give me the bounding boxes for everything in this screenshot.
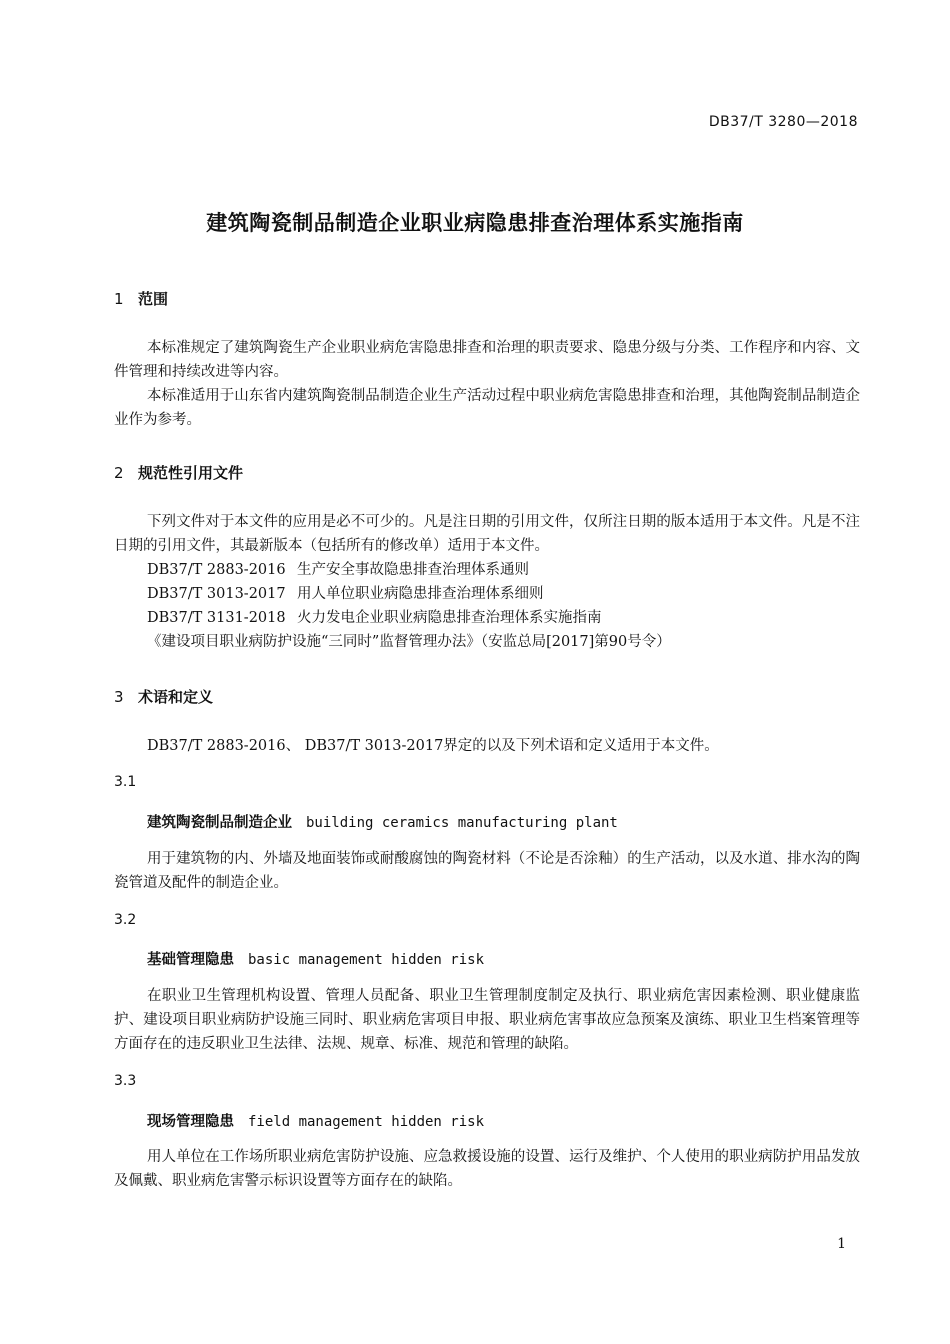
section-2-heading [114,462,243,483]
section-number: 1 [114,290,124,308]
section-title: 范围 [138,290,169,308]
term-definition: 用人单位在工作场所职业病危害防护设施、应急救援设施的设置、运行及维护、个人使用的职业病防护用品发放及佩戴、职业病危害警示标识设置等方面存在的缺陷。 [114,1149,860,1189]
section-1-heading [114,288,168,309]
page-number: 1 [837,1236,846,1252]
term-heading [147,1110,484,1131]
term-en: basic management hidden risk [248,952,485,968]
term-definition: 用于建筑物的内、外墙及地面装饰或耐酸腐蚀的陶瓷材料（不论是否涂釉）的生产活动，以及水道、排水沟的陶瓷管道及配件的制造企业。 [114,851,860,891]
section-number: 3 [114,688,124,706]
term-en: building ceramics manufacturing plant [306,815,618,831]
section-title: 术语和定义 [138,688,214,706]
term-en: field management hidden risk [248,1114,485,1130]
reference-item [147,582,544,606]
reference-item [147,558,529,582]
section-2-para-1: 下列文件对于本文件的应用是必不可少的。凡是注日期的引用文件，仅所注日期的版本适用于本文件。凡是不注日期的引用文件，其最新版本（包括所有的修改单）适用于本文件。 [114,514,860,554]
section-number: 2 [114,464,124,482]
document-title: 建筑陶瓷制品制造企业职业病隐患排查治理体系实施指南 [206,211,744,235]
term-heading [147,948,484,969]
section-3-para-1: DB37/T 2883-2016、 DB37/T 3013-2017界定的以及下列术语和定义适用于本文件。 [147,738,719,754]
reference-code: DB37/T 3013-2017 [147,586,286,602]
term-zh: 建筑陶瓷制品制造企业 [147,815,292,831]
term-number: 3.3 [114,1073,137,1089]
term-definition: 在职业卫生管理机构设置、管理人员配备、职业卫生管理制度制定及执行、职业病危害因素检测、职业健康监护、建设项目职业病防护设施三同时、职业病危害项目申报、职业病危害事故应急预案及演练、职业卫生档案管理等方面存在的违反职业卫生法律、法规、规章、标准、规范和管理的缺陷。 [114,988,860,1052]
term-zh: 基础管理隐患 [147,952,234,968]
reference-code: DB37/T 3131-2018 [147,610,286,626]
term-number: 3.2 [114,912,137,928]
standard-code: DB37/T 3280—2018 [708,114,858,130]
term-zh: 现场管理隐患 [147,1114,234,1130]
section-1-para-1: 本标准规定了建筑陶瓷生产企业职业病危害隐患排查和治理的职责要求、隐患分级与分类、工作程序和内容、文件管理和持续改进等内容。 [114,340,860,380]
reference-item [147,606,602,630]
reference-code: DB37/T 2883-2016 [147,562,286,578]
reference-name: 生产安全事故隐患排查治理体系通则 [297,562,529,578]
reference-item-extra: 《建设项目职业病防护设施“三同时”监督管理办法》（安监总局[2017]第90号令） [147,634,671,650]
term-heading [147,811,618,832]
section-1-para-2: 本标准适用于山东省内建筑陶瓷制品制造企业生产活动过程中职业病危害隐患排查和治理，其他陶瓷制品制造企业作为参考。 [114,388,860,428]
section-title: 规范性引用文件 [138,464,244,482]
reference-name: 用人单位职业病隐患排查治理体系细则 [297,586,544,602]
term-number: 3.1 [114,774,137,790]
reference-name: 火力发电企业职业病隐患排查治理体系实施指南 [297,610,602,626]
section-3-heading [114,686,213,707]
